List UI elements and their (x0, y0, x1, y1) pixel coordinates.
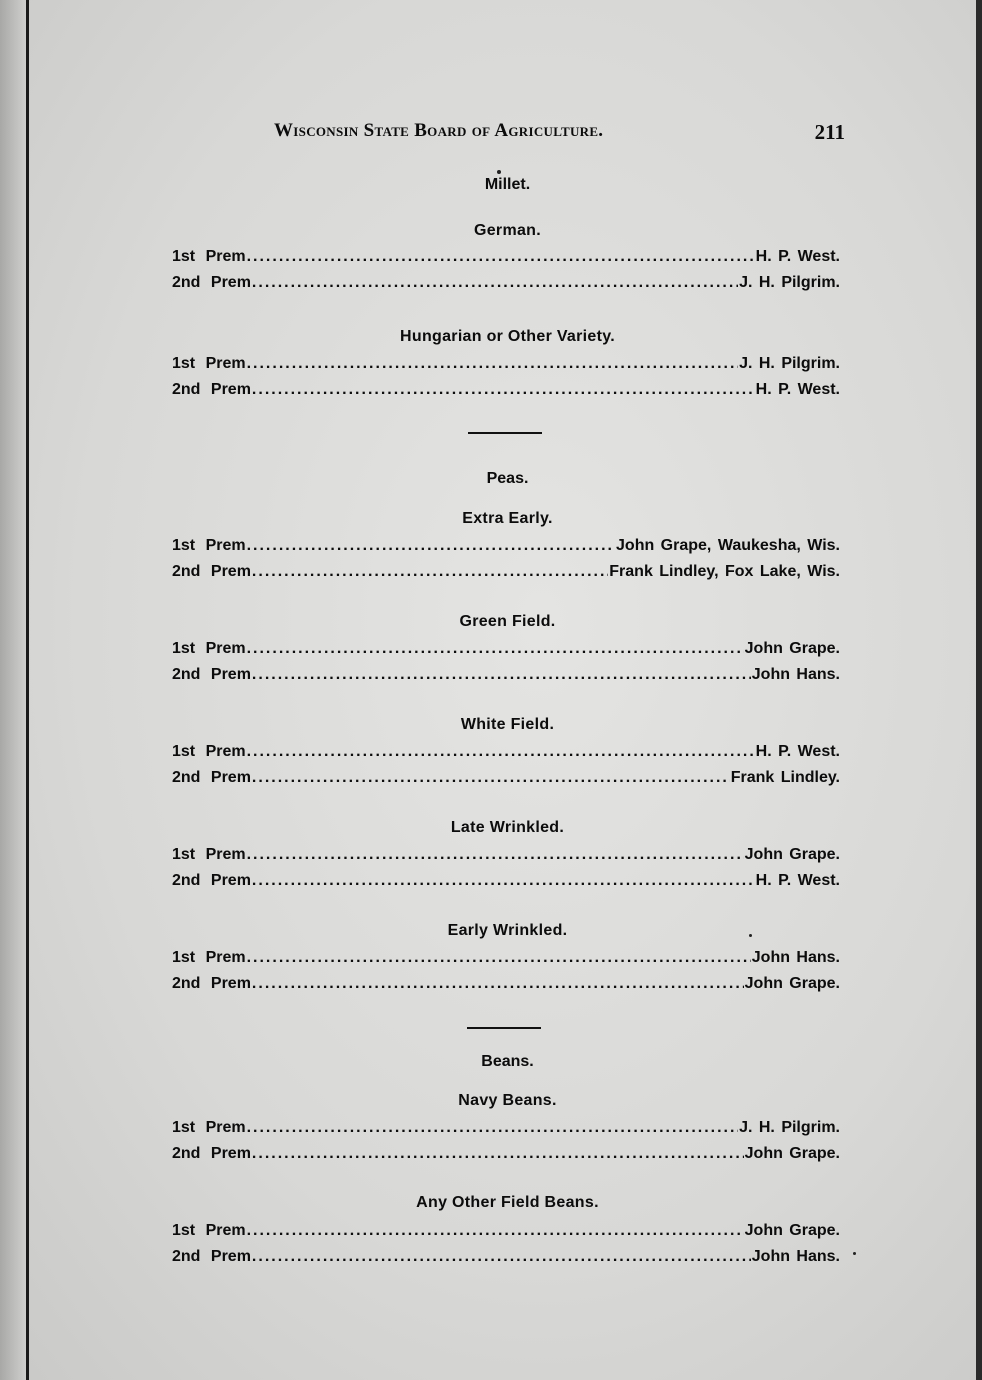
premium-label: 2nd Prem (172, 1248, 251, 1265)
award-entry (172, 947, 840, 969)
page-number: 211 (814, 120, 845, 144)
award-entry (172, 767, 840, 789)
group-title-german: German. (473, 222, 541, 239)
premium-label: 2nd Prem (172, 666, 251, 683)
group-title-green-field: Green Field. (459, 613, 556, 630)
group-title-white-field: White Field. (460, 716, 555, 733)
running-title: Wisconsin State Board of Agriculture. (274, 120, 604, 141)
dot-leader (247, 947, 751, 969)
award-entry (172, 1143, 840, 1165)
premium-label: 2nd Prem (172, 563, 251, 580)
award-entry (172, 353, 840, 375)
binding-shadow (0, 0, 26, 1380)
print-speck (853, 1252, 856, 1255)
dot-leader (247, 741, 755, 763)
winner-name: H. P. West. (755, 872, 840, 889)
winner-name: Frank Lindley. (730, 769, 840, 786)
dot-leader (247, 353, 738, 375)
award-entry (172, 741, 840, 763)
winner-name: H. P. West. (755, 381, 840, 398)
winner-name: John Hans. (751, 949, 840, 966)
award-entry (172, 844, 840, 866)
premium-label: 1st Prem (172, 1222, 246, 1239)
dot-leader (247, 638, 744, 660)
winner-name: John Grape. (744, 975, 840, 992)
section-divider (468, 432, 542, 434)
winner-name: J. H. Pilgrim. (739, 274, 840, 291)
dot-leader (252, 561, 608, 583)
dot-leader (247, 535, 615, 557)
section-title-peas: Peas. (486, 470, 529, 487)
group-title-early-wrinkled: Early Wrinkled. (447, 922, 568, 939)
premium-label: 1st Prem (172, 846, 246, 863)
winner-name: Frank Lindley, Fox Lake, Wis. (609, 563, 840, 580)
winner-name: John Grape. (744, 1222, 840, 1239)
award-entry (172, 272, 840, 294)
winner-name: John Hans. (751, 1248, 840, 1265)
print-speck (497, 170, 501, 174)
page-left-edge (26, 0, 29, 1380)
award-entry (172, 973, 840, 995)
dot-leader (252, 272, 738, 294)
winner-name: John Grape, Waukesha, Wis. (616, 537, 840, 554)
dot-leader (252, 1143, 744, 1165)
group-title-late-wrinkled: Late Wrinkled. (450, 819, 565, 836)
premium-label: 2nd Prem (172, 274, 251, 291)
dot-leader (252, 767, 730, 789)
running-header (270, 120, 845, 148)
premium-label: 2nd Prem (172, 975, 251, 992)
dot-leader (252, 870, 755, 892)
premium-label: 2nd Prem (172, 1145, 251, 1162)
premium-label: 1st Prem (172, 355, 246, 372)
group-title-hungarian: Hungarian or Other Variety. (400, 328, 615, 345)
winner-name: J. H. Pilgrim. (739, 1119, 840, 1136)
premium-label: 1st Prem (172, 537, 246, 554)
winner-name: John Hans. (751, 666, 840, 683)
award-entry (172, 638, 840, 660)
premium-label: 1st Prem (172, 743, 246, 760)
award-entry (172, 535, 840, 557)
section-divider (467, 1027, 541, 1029)
award-entry (172, 664, 840, 686)
print-speck (749, 934, 752, 937)
group-title-other-field-beans: Any Other Field Beans. (416, 1194, 599, 1211)
dot-leader (247, 246, 755, 268)
winner-name: H. P. West. (755, 248, 840, 265)
award-entry (172, 1117, 840, 1139)
winner-name: H. P. West. (755, 743, 840, 760)
premium-label: 2nd Prem (172, 872, 251, 889)
award-entry (172, 1220, 840, 1242)
dot-leader (252, 973, 744, 995)
dot-leader (252, 664, 751, 686)
premium-label: 1st Prem (172, 640, 246, 657)
award-entry (172, 561, 840, 583)
section-title-millet: Millet. (484, 176, 531, 193)
dot-leader (252, 1246, 751, 1268)
premium-label: 1st Prem (172, 949, 246, 966)
winner-name: J. H. Pilgrim. (739, 355, 840, 372)
winner-name: John Grape. (744, 640, 840, 657)
page-right-edge (976, 0, 982, 1380)
dot-leader (247, 1220, 744, 1242)
dot-leader (252, 379, 755, 401)
premium-label: 2nd Prem (172, 769, 251, 786)
award-entry (172, 870, 840, 892)
group-title-extra-early: Extra Early. (462, 510, 553, 527)
winner-name: John Grape. (744, 846, 840, 863)
section-title-beans: Beans. (481, 1053, 534, 1070)
dot-leader (247, 844, 744, 866)
group-title-navy-beans: Navy Beans. (458, 1092, 557, 1109)
award-entry (172, 246, 840, 268)
premium-label: 2nd Prem (172, 381, 251, 398)
award-entry (172, 379, 840, 401)
dot-leader (247, 1117, 738, 1139)
winner-name: John Grape. (744, 1145, 840, 1162)
premium-label: 1st Prem (172, 1119, 246, 1136)
award-entry (172, 1246, 840, 1268)
premium-label: 1st Prem (172, 248, 246, 265)
